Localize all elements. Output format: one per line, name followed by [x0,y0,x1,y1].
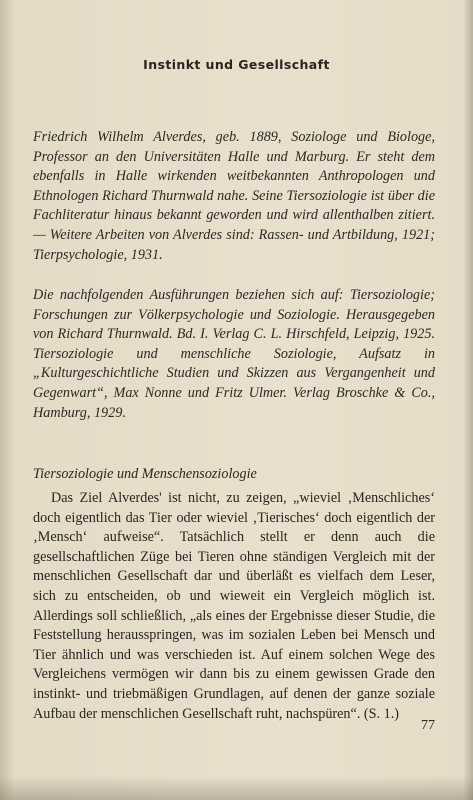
author-intro-paragraph: Friedrich Wilhelm Alverdes, geb. 1889, Soziologe und Biologe, Professor an den Universitäten Halle und Marburg. Er steht dem ebenfalls in Halle wirkenden weitbekannten Anthropologen und Ethnologen Richard Thurnwald nahe. Seine Tiersoziologie ist über die Fachliteratur hinaus bekannt geworden und wird allenthalben zitiert. — Weitere Arbeiten von Alverdes sind: Rassen- und Artbildung, 1921; Tierpsychologie, 1931. [33,129,435,263]
source-reference-paragraph: Die nachfolgenden Ausführungen beziehen sich auf: Tiersoziologie; Forschungen zur Völkerpsychologie und Soziologie. Herausgegeben von Richard Thurnwald. Bd. I. Verlag C. L. Hirschfeld, Leipzig, 1925. Tiersoziologie und menschliche Soziologie, Aufsatz in „Kulturgeschichtliche Studien und Skizzen aus Vergangenheit und Gegenwart“, Max Nonne und Fritz Ulmer. Verlag Broschke & Co., Hamburg, 1929. [33,287,435,421]
body-paragraph: Das Ziel Alverdes' ist nicht, zu zeigen, „wieviel ‚Menschliches‘ doch eigentlich das Tier oder wieviel ‚Tierisches‘ doch eigentlich der ‚Mensch‘ aufweise“. Tatsächlich stellt er denn auch die gesellschaftlichen Züge bei Tieren ohne ständigen Vergleich mit der menschlichen Gesellschaft dar und überläßt es vielfach dem Leser, sich zu entscheiden, ob und wieweit ein Vergleich möglich ist. Allerdings soll schließlich, „als eines der Ergebnisse dieser Studie, die Feststellung herausspringen, was im sozialen Leben bei Mensch und Tier ähnlich und was verschieden ist. Auf einem solchen Wege des Vergleichens vermögen wir dann bis zu einem gewissen Grade den instinkt- und triebmäßigen Grundlagen, auf denen der ganze soziale Aufbau der menschlichen Gesellschaft ruht, nachspüren“. (S. 1.) [33,490,435,722]
page-edge-shadow [463,0,473,800]
page-bottom-shadow [0,776,473,800]
running-head: Instinkt und Gesellschaft [143,57,330,72]
section-heading: Tiersoziologie und Menschensoziologie [33,466,257,482]
page-number: 77 [421,718,435,733]
